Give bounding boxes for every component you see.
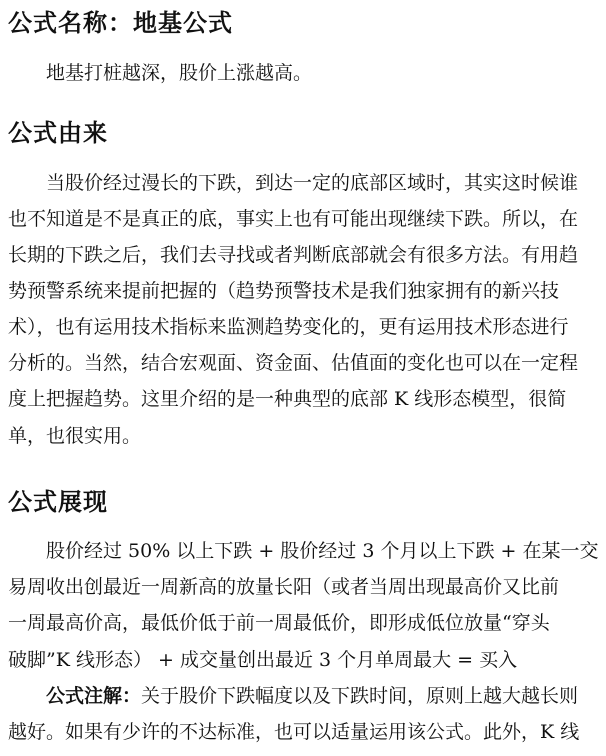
formula-line: 股价经过 50% 以上下跌 + 股价经过 3 个月以上下跌 + 在某一交 [46,540,599,562]
paragraph-line: 当股价经过漫长的下跌，到达一定的底部区域时，其实这时候谁 [46,172,579,194]
section-heading-formula-display: 公式展现 [8,488,108,516]
paragraph-line: 也不知道是不是真正的底，事实上也有可能出现继续下跌。所以，在 [8,208,579,230]
formula-note-line [46,683,578,709]
formula-note-text: 关于股价下跌幅度以及下跌时间，原则上越大越长则 [141,685,579,707]
paragraph-line: 术），也有运用技术指标来监测趋势变化的，更有运用技术形态进行 [8,316,569,338]
paragraph-line: 分析的。当然，结合宏观面、资金面、估值面的变化也可以在一定程 [8,352,579,374]
paragraph-line: 势预警系统来提前把握的（趋势预警技术是我们独家拥有的新兴技 [8,280,560,302]
paragraph-line: 长期的下跌之后，我们去寻找或者判断底部就会有很多方法。有用趋 [8,244,579,266]
paragraph-line: 度上把握趋势。这里介绍的是一种典型的底部 K 线形态模型，很简 [8,388,567,410]
formula-line: 一周最高价高，最低价低于前一周最低价，即形成低位放量“穿头 [8,612,550,634]
formula-line: 易周收出创最近一周新高的放量长阳（或者当周出现最高价又比前 [8,576,560,598]
section-heading-formula-name: 公式名称：地基公式 [8,9,233,37]
formula-note-line: 越好。如果有少许的不达标准，也可以适量运用该公式。此外，K 线 [8,721,580,743]
formula-line: 破脚”K 线形态） + 成交量创出最近 3 个月单周最大 = 买入 [8,649,518,671]
paragraph-line: 单，也很实用。 [8,425,142,447]
formula-summary: 地基打桩越深，股价上涨越高。 [46,62,313,84]
formula-note-label: 公式注解： [46,685,142,707]
section-heading-formula-origin: 公式由来 [8,119,108,147]
